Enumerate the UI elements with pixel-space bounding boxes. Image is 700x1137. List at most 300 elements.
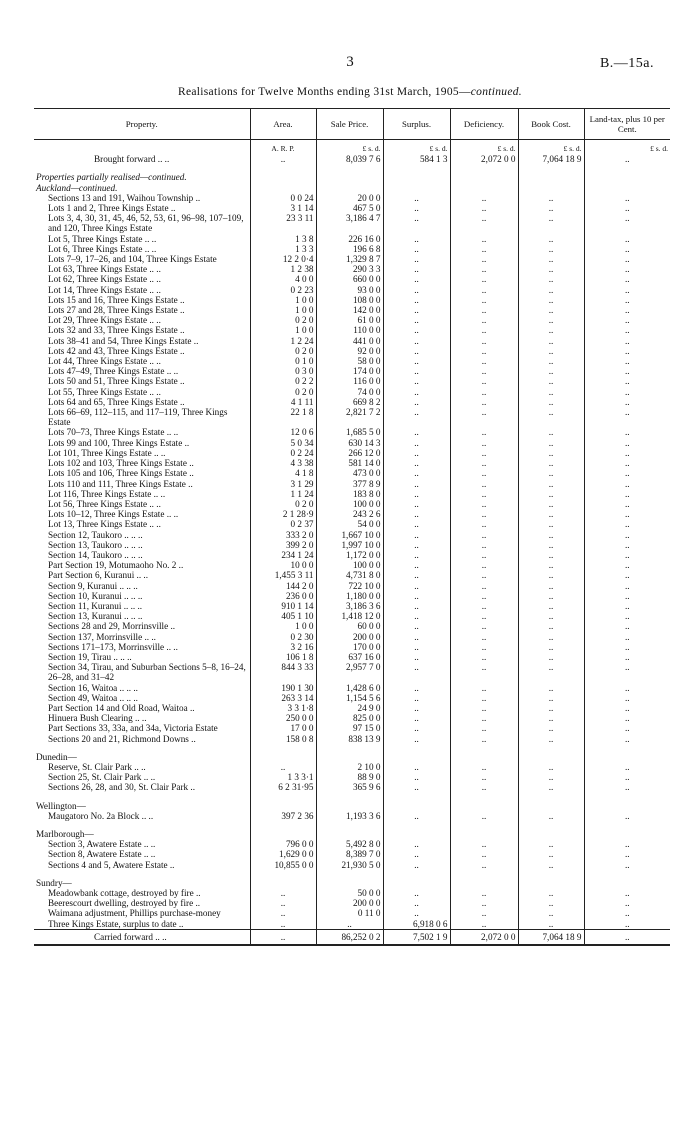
- sale-price-cell: 1,667 10 0: [316, 530, 383, 540]
- surplus-cell: ..: [383, 632, 450, 642]
- surplus-cell: ..: [383, 611, 450, 621]
- book-cost-cell: ..: [518, 356, 584, 366]
- property-cell: Lots 110 and 111, Three Kings Estate ..: [48, 478, 193, 489]
- surplus-cell: ..: [383, 713, 450, 723]
- deficiency-cell: ..: [450, 509, 518, 519]
- sale-price-cell: 1,685 5 0: [316, 427, 383, 437]
- surplus-cell: ..: [383, 387, 450, 397]
- land-tax-cell: ..: [584, 387, 670, 397]
- sale-price-cell: 58 0 0: [316, 356, 383, 366]
- surplus-cell: ..: [383, 193, 450, 203]
- property-cell: Lots 15 and 16, Three Kings Estate ..: [48, 294, 185, 305]
- area-cell: 250 0 0: [250, 713, 316, 723]
- land-tax-cell: ..: [584, 376, 670, 386]
- table-row: [34, 479, 670, 489]
- table-row: [34, 448, 670, 458]
- deficiency-cell: ..: [450, 325, 518, 335]
- deficiency-cell: ..: [450, 540, 518, 550]
- area-cell: 4 1 8: [250, 468, 316, 478]
- property-cell: Wellington—: [36, 800, 86, 811]
- realisations-table: [34, 108, 670, 946]
- spacer-row: [34, 164, 670, 172]
- area-cell: 399 2 0: [250, 540, 316, 550]
- table-row: [34, 611, 670, 621]
- book-cost-cell: ..: [518, 703, 584, 713]
- land-tax-cell: ..: [584, 356, 670, 366]
- deficiency-cell: ..: [450, 734, 518, 744]
- book-cost-cell: ..: [518, 540, 584, 550]
- sale-price-cell: 142 0 0: [316, 305, 383, 315]
- land-tax-cell: ..: [584, 540, 670, 550]
- deficiency-cell: ..: [450, 550, 518, 560]
- sale-price-cell: 473 0 0: [316, 468, 383, 478]
- property-cell: Section 19, Tirau .. .. ..: [48, 651, 132, 662]
- sale-price-cell: 100 0 0: [316, 560, 383, 570]
- land-tax-cell: ..: [584, 811, 670, 821]
- property-cell: Lots 3, 4, 30, 31, 45, 46, 52, 53, 61, 96–98, 107–109, and 120, Three Kings Estate: [48, 213, 244, 234]
- deficiency-cell: ..: [450, 652, 518, 662]
- surplus-cell: ..: [383, 621, 450, 631]
- surplus-cell: ..: [383, 762, 450, 772]
- book-cost-cell: ..: [518, 264, 584, 274]
- book-cost-cell: [518, 752, 584, 762]
- book-cost-cell: 7,064 18 9: [518, 154, 584, 164]
- table-row: [34, 839, 670, 849]
- area-cell: 1 0 0: [250, 305, 316, 315]
- book-cost-cell: ..: [518, 519, 584, 529]
- book-cost-cell: ..: [518, 468, 584, 478]
- deficiency-cell: ..: [450, 530, 518, 540]
- surplus-cell: ..: [383, 305, 450, 315]
- property-cell: Section 14, Taukoro .. .. ..: [48, 549, 143, 560]
- deficiency-cell: ..: [450, 621, 518, 631]
- land-tax-cell: ..: [584, 203, 670, 213]
- book-cost-cell: ..: [518, 376, 584, 386]
- area-cell: ..: [250, 154, 316, 164]
- table-row: [34, 762, 670, 772]
- sale-price-cell: 74 0 0: [316, 387, 383, 397]
- book-cost-cell: ..: [518, 550, 584, 560]
- property-cell: Three Kings Estate, surplus to date ..: [48, 918, 184, 929]
- deficiency-cell: [450, 172, 518, 182]
- deficiency-cell: ..: [450, 662, 518, 682]
- sale-price-cell: 1,154 5 6: [316, 693, 383, 703]
- area-cell: 4 1 11: [250, 397, 316, 407]
- land-tax-cell: ..: [584, 734, 670, 744]
- sale-price-cell: 825 0 0: [316, 713, 383, 723]
- table-row: [34, 560, 670, 570]
- sale-price-cell: 88 9 0: [316, 772, 383, 782]
- deficiency-cell: ..: [450, 203, 518, 213]
- table-row: [34, 693, 670, 703]
- sale-price-cell: 100 0 0: [316, 499, 383, 509]
- area-cell: 12 0 6: [250, 427, 316, 437]
- sale-price-cell: 377 8 9: [316, 479, 383, 489]
- sale-price-cell: 4,731 8 0: [316, 570, 383, 580]
- surplus-cell: ..: [383, 860, 450, 870]
- book-cost-cell: ..: [518, 570, 584, 580]
- property-cell: Lot 101, Three Kings Estate .. ..: [48, 447, 166, 458]
- deficiency-cell: ..: [450, 499, 518, 509]
- land-tax-cell: ..: [584, 154, 670, 164]
- area-cell: 910 1 14: [250, 601, 316, 611]
- surplus-cell: ..: [383, 479, 450, 489]
- sale-price-cell: 441 0 0: [316, 336, 383, 346]
- sale-price-cell: 243 2 6: [316, 509, 383, 519]
- table-row: [34, 193, 670, 203]
- area-cell: ..: [250, 898, 316, 908]
- deficiency-cell: [450, 752, 518, 762]
- property-cell: Lots 99 and 100, Three Kings Estate ..: [48, 437, 190, 448]
- book-cost-cell: ..: [518, 346, 584, 356]
- surplus-cell: ..: [383, 438, 450, 448]
- table-body: [34, 140, 670, 946]
- sale-price-cell: 1,418 12 0: [316, 611, 383, 621]
- deficiency-cell: ..: [450, 489, 518, 499]
- land-tax-cell: ..: [584, 407, 670, 427]
- book-cost-cell: [518, 878, 584, 888]
- deficiency-cell: ..: [450, 397, 518, 407]
- sale-price-cell: 92 0 0: [316, 346, 383, 356]
- sale-price-cell: ..: [316, 919, 383, 930]
- deficiency-cell: [450, 801, 518, 811]
- deficiency-cell: ..: [450, 468, 518, 478]
- table-row: [34, 325, 670, 335]
- book-cost-cell: ..: [518, 397, 584, 407]
- table-row: [34, 254, 670, 264]
- sale-price-cell: 93 0 0: [316, 285, 383, 295]
- surplus-cell: ..: [383, 581, 450, 591]
- sale-price-cell: 838 13 9: [316, 734, 383, 744]
- deficiency-cell: ..: [450, 642, 518, 652]
- table-row: [34, 772, 670, 782]
- area-cell: 1 0 0: [250, 621, 316, 631]
- table-row: [34, 285, 670, 295]
- sale-price-cell: 8,039 7 6: [316, 154, 383, 164]
- book-cost-cell: ..: [518, 458, 584, 468]
- sale-price-cell: 669 8 2: [316, 397, 383, 407]
- deficiency-cell: ..: [450, 356, 518, 366]
- area-cell: 1,629 0 0: [250, 849, 316, 859]
- sale-price-cell: 110 0 0: [316, 325, 383, 335]
- property-cell: Lot 5, Three Kings Estate .. ..: [48, 233, 157, 244]
- page-number: 3: [346, 54, 354, 70]
- land-tax-cell: ..: [584, 723, 670, 733]
- table-row: [34, 642, 670, 652]
- sale-price-cell: 1,193 3 6: [316, 811, 383, 821]
- area-cell: 0 2 0: [250, 346, 316, 356]
- land-tax-cell: ..: [584, 315, 670, 325]
- land-tax-cell: ..: [584, 621, 670, 631]
- deficiency-cell: ..: [450, 611, 518, 621]
- property-cell: Lot 14, Three Kings Estate .. ..: [48, 284, 161, 295]
- document-reference: B.—15a.: [599, 56, 654, 71]
- area-cell: [250, 752, 316, 762]
- surplus-cell: ..: [383, 782, 450, 792]
- table-row: [34, 703, 670, 713]
- book-cost-cell: ..: [518, 919, 584, 930]
- sale-price-cell: 50 0 0: [316, 888, 383, 898]
- land-tax-cell: ..: [584, 244, 670, 254]
- area-cell: 106 1 8: [250, 652, 316, 662]
- book-cost-cell: ..: [518, 509, 584, 519]
- land-tax-cell: ..: [584, 285, 670, 295]
- book-cost-cell: ..: [518, 723, 584, 733]
- area-cell: 0 3 0: [250, 366, 316, 376]
- table-row: [34, 264, 670, 274]
- col-area: Area.: [250, 109, 316, 140]
- property-cell: Section 137, Morrinsville .. ..: [48, 631, 156, 642]
- land-tax-cell: ..: [584, 929, 670, 945]
- area-cell: 1 0 0: [250, 295, 316, 305]
- table-row: [34, 499, 670, 509]
- book-cost-cell: ..: [518, 908, 584, 918]
- surplus-cell: ..: [383, 407, 450, 427]
- deficiency-cell: ..: [450, 849, 518, 859]
- property-cell: Section 49, Waitoa .. .. ..: [48, 692, 138, 703]
- land-tax-cell: ..: [584, 336, 670, 346]
- deficiency-cell: ..: [450, 782, 518, 792]
- sale-price-cell: 0 11 0: [316, 908, 383, 918]
- deficiency-cell: ..: [450, 811, 518, 821]
- land-tax-cell: [584, 829, 670, 839]
- property-cell: Lot 6, Three Kings Estate .. ..: [48, 243, 157, 254]
- surplus-cell: ..: [383, 366, 450, 376]
- area-cell: ..: [250, 929, 316, 945]
- sale-price-cell: 1,997 10 0: [316, 540, 383, 550]
- deficiency-cell: ..: [450, 591, 518, 601]
- deficiency-cell: ..: [450, 908, 518, 918]
- land-tax-cell: ..: [584, 193, 670, 203]
- surplus-cell: ..: [383, 376, 450, 386]
- property-cell: Properties partially realised—continued.: [36, 172, 187, 183]
- book-cost-cell: ..: [518, 762, 584, 772]
- area-cell: 1 1 24: [250, 489, 316, 499]
- deficiency-cell: ..: [450, 376, 518, 386]
- col-sale-price: Sale Price.: [316, 109, 383, 140]
- col-deficiency: Deficiency.: [450, 109, 518, 140]
- surplus-cell: ..: [383, 285, 450, 295]
- book-cost-cell: ..: [518, 632, 584, 642]
- property-cell: Section 34, Tirau, and Suburban Sections 5–8, 16–24, 26–28, and 31–42: [48, 662, 246, 683]
- sale-price-cell: 2,821 7 2: [316, 407, 383, 427]
- area-cell: 4 0 0: [250, 274, 316, 284]
- area-cell: 2 1 28·9: [250, 509, 316, 519]
- table-row: [34, 213, 670, 233]
- book-cost-cell: ..: [518, 662, 584, 682]
- surplus-cell: ..: [383, 560, 450, 570]
- surplus-cell: ..: [383, 734, 450, 744]
- area-cell: 0 2 24: [250, 448, 316, 458]
- land-tax-cell: ..: [584, 346, 670, 356]
- table-row: [34, 919, 670, 930]
- surplus-cell: ..: [383, 849, 450, 859]
- land-tax-cell: ..: [584, 693, 670, 703]
- book-cost-cell: ..: [518, 193, 584, 203]
- land-tax-cell: ..: [584, 703, 670, 713]
- table-row: [34, 295, 670, 305]
- sale-price-cell: 365 9 6: [316, 782, 383, 792]
- property-cell: Part Section 19, Motumaoho No. 2 ..: [48, 560, 184, 571]
- surplus-cell: ..: [383, 839, 450, 849]
- property-cell: Lots 47–49, Three Kings Estate .. ..: [48, 366, 179, 377]
- deficiency-cell: ..: [450, 407, 518, 427]
- area-cell: [250, 172, 316, 182]
- property-cell: Section 25, St. Clair Park .. ..: [48, 772, 156, 783]
- sale-price-cell: [316, 829, 383, 839]
- surplus-cell: [383, 829, 450, 839]
- property-cell: Brought forward .. ..: [94, 154, 170, 165]
- property-cell: Lots 42 and 43, Three Kings Estate ..: [48, 345, 185, 356]
- sale-price-cell: 54 0 0: [316, 519, 383, 529]
- book-cost-cell: ..: [518, 336, 584, 346]
- land-tax-cell: ..: [584, 908, 670, 918]
- table-row: [34, 662, 670, 682]
- property-cell: Sections 171–173, Morrinsville .. ..: [48, 641, 178, 652]
- deficiency-cell: ..: [450, 693, 518, 703]
- area-cell: 0 1 0: [250, 356, 316, 366]
- table-row: [34, 336, 670, 346]
- land-tax-cell: [584, 752, 670, 762]
- table-row: [34, 632, 670, 642]
- area-cell: 0 2 2: [250, 376, 316, 386]
- surplus-cell: ..: [383, 703, 450, 713]
- property-cell: Meadowbank cottage, destroyed by fire ..: [48, 888, 201, 899]
- table-row: [34, 203, 670, 213]
- surplus-cell: ..: [383, 591, 450, 601]
- table-row: [34, 713, 670, 723]
- area-cell: 236 0 0: [250, 591, 316, 601]
- deficiency-cell: ..: [450, 346, 518, 356]
- surplus-cell: ..: [383, 540, 450, 550]
- surplus-cell: ..: [383, 772, 450, 782]
- property-cell: Lots 102 and 103, Three Kings Estate ..: [48, 458, 194, 469]
- table-row: [34, 458, 670, 468]
- sale-price-cell: 1,428 6 0: [316, 683, 383, 693]
- deficiency-cell: ..: [450, 772, 518, 782]
- deficiency-cell: ..: [450, 919, 518, 930]
- surplus-cell: ..: [383, 213, 450, 233]
- book-cost-cell: [518, 829, 584, 839]
- property-cell: Lots 64 and 65, Three Kings Estate ..: [48, 396, 185, 407]
- book-cost-cell: [518, 183, 584, 193]
- deficiency-cell: ..: [450, 839, 518, 849]
- sale-price-cell: 116 0 0: [316, 376, 383, 386]
- book-cost-cell: ..: [518, 305, 584, 315]
- book-cost-cell: ..: [518, 811, 584, 821]
- table-row: [34, 581, 670, 591]
- table-row: [34, 811, 670, 821]
- land-tax-cell: ..: [584, 234, 670, 244]
- land-tax-cell: ..: [584, 860, 670, 870]
- property-cell: Section 11, Kuranui .. .. ..: [48, 600, 143, 611]
- sale-price-cell: 200 0 0: [316, 632, 383, 642]
- property-cell: Sections 13 and 191, Waihou Township ..: [48, 192, 201, 203]
- surplus-cell: 7,502 1 9: [383, 929, 450, 945]
- sale-price-cell: 61 0 0: [316, 315, 383, 325]
- book-cost-cell: ..: [518, 860, 584, 870]
- area-cell: 0 2 0: [250, 387, 316, 397]
- book-cost-cell: ..: [518, 387, 584, 397]
- surplus-cell: ..: [383, 662, 450, 682]
- surplus-cell: ..: [383, 254, 450, 264]
- area-cell: 333 2 0: [250, 530, 316, 540]
- deficiency-cell: [450, 829, 518, 839]
- deficiency-cell: ..: [450, 570, 518, 580]
- surplus-cell: ..: [383, 509, 450, 519]
- sale-price-cell: 108 0 0: [316, 295, 383, 305]
- book-cost-cell: ..: [518, 693, 584, 703]
- table-row: [34, 376, 670, 386]
- sale-price-cell: 630 14 3: [316, 438, 383, 448]
- surplus-cell: ..: [383, 908, 450, 918]
- sale-price-cell: [316, 172, 383, 182]
- surplus-cell: ..: [383, 499, 450, 509]
- area-cell: ..: [250, 888, 316, 898]
- surplus-cell: ..: [383, 530, 450, 540]
- land-tax-cell: ..: [584, 839, 670, 849]
- property-cell: Lots 1 and 2, Three Kings Estate ..: [48, 203, 176, 214]
- book-cost-cell: ..: [518, 489, 584, 499]
- area-cell: 23 3 11: [250, 213, 316, 233]
- surplus-cell: ..: [383, 264, 450, 274]
- surplus-cell: ..: [383, 642, 450, 652]
- area-cell: 405 1 10: [250, 611, 316, 621]
- property-cell: Sundry—: [36, 877, 72, 888]
- book-cost-cell: ..: [518, 407, 584, 427]
- land-tax-cell: ..: [584, 295, 670, 305]
- book-cost-cell: ..: [518, 683, 584, 693]
- area-cell: 1 3 3: [250, 244, 316, 254]
- surplus-cell: ..: [383, 234, 450, 244]
- property-cell: Reserve, St. Clair Park .. ..: [48, 761, 146, 772]
- sale-units: £ s. d.: [316, 140, 383, 155]
- book-cost-cell: ..: [518, 898, 584, 908]
- book-cost-cell: ..: [518, 315, 584, 325]
- deficiency-cell: ..: [450, 427, 518, 437]
- sale-price-cell: 24 9 0: [316, 703, 383, 713]
- table-row: [34, 652, 670, 662]
- property-cell: Marlborough—: [36, 829, 94, 839]
- deficiency-cell: ..: [450, 479, 518, 489]
- area-cell: 1 2 38: [250, 264, 316, 274]
- area-cell: [250, 829, 316, 839]
- book-cost-cell: ..: [518, 285, 584, 295]
- table-row: [34, 438, 670, 448]
- col-surplus: Surplus.: [383, 109, 450, 140]
- sale-price-cell: 581 14 0: [316, 458, 383, 468]
- land-tax-cell: ..: [584, 570, 670, 580]
- land-tax-cell: ..: [584, 366, 670, 376]
- deficiency-cell: ..: [450, 244, 518, 254]
- deficiency-cell: ..: [450, 713, 518, 723]
- property-cell: Sections 4 and 5, Awatere Estate ..: [48, 859, 175, 870]
- area-cell: 3 1 29: [250, 479, 316, 489]
- header-row: [34, 109, 670, 140]
- area-cell: 1,455 3 11: [250, 570, 316, 580]
- table-row: [34, 782, 670, 792]
- sale-price-cell: 86,252 0 2: [316, 929, 383, 945]
- book-cost-cell: ..: [518, 448, 584, 458]
- area-cell: 190 1 30: [250, 683, 316, 693]
- surplus-cell: ..: [383, 888, 450, 898]
- area-cell: 6 2 31·95: [250, 782, 316, 792]
- surplus-cell: ..: [383, 458, 450, 468]
- property-cell: Lot 29, Three Kings Estate .. ..: [48, 315, 161, 326]
- property-cell: Section 16, Waitoa .. .. ..: [48, 682, 138, 693]
- book-cost-cell: ..: [518, 772, 584, 782]
- land-tax-cell: ..: [584, 479, 670, 489]
